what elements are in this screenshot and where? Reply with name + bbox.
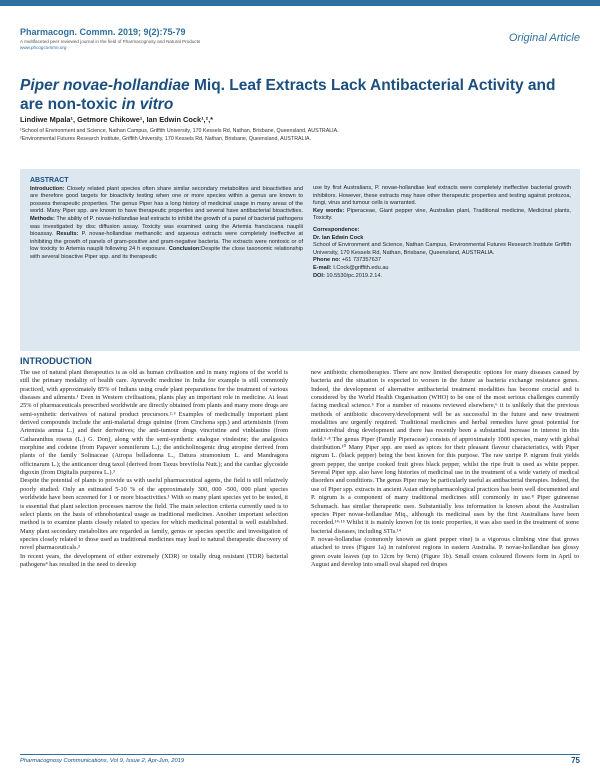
email-line xyxy=(313,265,571,273)
doi-value[interactable]: 10.5530/pc.2019.2.14. xyxy=(324,272,383,279)
title-main: Miq. Leaf Extracts Lack Antibacterial Activity and are non-toxic xyxy=(20,77,556,113)
body-paragraph: P. novae-hollandiae (commonly known as giant pepper vine) is a vigorous climbing vine that grows attached to trees (Figure 1a) in rainforest regions in eastern Australia. P. novae-hollandiae has glossy green ovate leaves (up to 12cm by 9cm) (Figure 1b). Small cream coloured flowers form in April to August and develop into small oval shaped red drupes xyxy=(311,535,579,568)
journal-url[interactable]: www.phcogcommn.org xyxy=(20,45,67,50)
intro-label: Introduction: xyxy=(30,185,65,192)
footer-divider xyxy=(20,754,580,755)
correspondence-name: Dr. Ian Edwin Cock xyxy=(313,234,364,241)
article-title xyxy=(20,76,580,114)
keywords-label: Key words: xyxy=(313,207,345,214)
abstract-left-column xyxy=(30,177,303,262)
methods-label: Methods: xyxy=(30,215,55,222)
abstract-right-column xyxy=(313,185,571,280)
introduction-heading: INTRODUCTION xyxy=(20,355,92,366)
article-type: Original Article xyxy=(508,32,580,44)
conclusion-continued: use by first Australians, P. novae-hollandiae leaf extracts were completely ineffective bacterial growth inhibitors. However, these extracts may have other therapeutic properties and testing against protozoa, fungi, virus and tumour cells is warranted. xyxy=(313,185,571,207)
abstract-heading: ABSTRACT xyxy=(30,177,69,184)
body-left-column xyxy=(20,369,288,747)
affiliation-2: ²Environmental Futures Research Institute, Griffith University, 170 Kessels Rd, Nathan, Brisbane, Queensland, AUSTRALIA. xyxy=(20,136,311,142)
conclusion-label: Conclusion: xyxy=(168,246,202,253)
title-species: Piper novae-hollandiae xyxy=(20,77,190,94)
correspondence-heading: Correspondence: xyxy=(313,226,360,233)
keywords-text: Piperaceae, Giant pepper vine, Australian plant, Traditional medicine, Medicinal plants, Toxicity. xyxy=(313,207,571,222)
journal-citation: Pharmacogn. Commn. 2019; 9(2):75-79 xyxy=(20,27,186,37)
results-label: Results: xyxy=(56,231,79,238)
methods-text: The ability of P. novae-hollandiae leaf extracts to inhibit the growth of a panel of bacterial pathogens was investigated by disc diffusion assay. Toxicity was examined using the Artemia franciscana nauplii bioassay. xyxy=(30,215,303,238)
author-list: Lindiwe Mpala¹, Getmore Chikowe¹, Ian Edwin Cock¹,²,* xyxy=(20,115,214,124)
body-paragraph: In recent years, the development of either extremely (XDR) or totally drug resistant (TDR) bacterial pathogens⁴ has resulted in the need to develop xyxy=(20,552,288,568)
phone-label: Phone no: xyxy=(313,257,341,264)
email-value[interactable]: I.Cock@griffith.edu.au xyxy=(331,264,389,271)
intro-text: Closely related plant species often share similar secondary metabolites and bioactivities and are therefore good targets for bioactivity testing when one or more species within a genus are known to possess therapeutic properties. The genus Piper has a long history of medicinal usage in many areas of the world. Many Piper spp. are known to have therapeutic properties and several have antibacterial bioactivities. xyxy=(30,185,303,215)
body-paragraph: new antibiotic chemotherapies. There are now limited therapeutic options for many diseases caused by bacteria and the situation is expected to worsen in the future as bacteria exchange resistance genes. Indeed, the development of alternative antibacterial treatment modalities has become crucial and is considered by the World Health Organisation (WHO) to be one of the most serious challenges currently facing medical science.⁵ For a number of reasons reviewed elsewhere,⁶ it is unlikely that the previous methods of antibiotic discovery/development will be as successful in the future and new treatment modalities are urgently required. Traditional medicines and herbal remedies have great potential for antimicrobial drug development and there has recently been a substantial increase in interest in this field.⁶·⁸ The genus Piper (Family Piperaceae) consists of approximately 1000 species, many with global distribution.¹⁰ Many Piper spp. are used as spices for their pleasant flavour characteristics, with Piper nigrum L. (black pepper) being the best known for this purpose. The raw unripe P. nigrum fruit yields green pepper, the unripe cooked fruit gives black pepper, whilst the ripe fruit is used as white pepper. Several Piper spp. also have long histories of medicinal use in the treatment of a wide variety of medical disorders and conditions. The genus Piper may be particularly useful as antibacterial therapies. Indeed, the use of Piper spp. extracts in ancient Asian ethnopharmacological practices has been well documented and P. nigrum is a component of many traditional medicines still commonly in use.⁸ Piper guineense Schumach. has similar therapeutic uses. Substantially less information is known about the Australian species Piper novae-hollandiae Miq., although its medicinal uses by the first Australians have been recorded.¹⁴·¹⁵ Whilst it is mainly known for its tonic properties, it was also used in the treatment of some bacterial diseases, including STIs.¹⁴ xyxy=(311,369,579,535)
results-text: P. novae-hollandiae methanolic and aqueous extracts were completely ineffective at inhibiting the growth of panels of gram-positive and gram-negative bacteria. The extracts were nontoxic or of low toxicity to Artemia nauplii following 24 h exposure. xyxy=(30,231,303,253)
page-number: 75 xyxy=(571,756,580,765)
journal-description: A multifaceted peer reviewed journal in the field of Pharmacognosy and Natural Products xyxy=(20,39,201,44)
title-suffix: in vitro xyxy=(121,96,174,113)
email-label: E-mail: xyxy=(313,264,332,271)
doi-label: DOI: xyxy=(313,272,325,279)
conclusion-text-part: Despite the close taxonomic relationship with several bioactive Piper spp. and its therapeutic xyxy=(30,246,304,260)
footer-journal: Pharmacognosy Communications, Vol 9, Issue 2, Apr-Jun, 2019 xyxy=(20,758,185,764)
top-color-bar xyxy=(0,0,600,6)
affiliation-1: ¹School of Environment and Science, Nathan Campus, Griffith University, 170 Kessels Rd, Nathan, Brisbane, Queensland, AUSTRALIA. xyxy=(20,128,339,134)
journal-subtitle xyxy=(20,39,300,51)
phone-line xyxy=(313,257,571,265)
correspondence-address: School of Environment and Science, Nathan Campus, Environmental Futures Research Institute Griffith University, 170 Kessels Rd, Nathan, Brisbane, Queensland, AUSTRALIA. xyxy=(313,242,571,256)
affiliations xyxy=(20,127,580,143)
body-paragraph: The use of natural plant therapeutics is as old as human civilisation and in many regions of the world is still the primary modality of health care. Ayurvedic medicine in India for example is still commonly practiced, with approximately 85% of Indians using crude plant preparations for the treatment of various diseases and ailments.¹ Even in Western civilisations, plants play an important role in medicine. At least 25% of pharmaceuticals prescribed worldwide are directly obtained from plants and many more drugs are semi-synthetic derivatives of natural product precursors.²·³ Examples of medicinally important plant derived compounds include the anti-malarial drugs quinine (from Cinchona spp.) and artemisinin (from Artemisia annua L.) and their derivatives; the anti-tumour drugs vincristine and vinblastine (from Catharanthus roseus (L.) G. Don), along with the semi-synthetic analogue vindesine; the analgesics morphine and codeine (from Papaver somniferum L.); the anticholinogenic drug atropine derived from plants of the family Solinaceae (Atropa belladonna L., Datura stramonium L. and Mandragora officinarum L.); the anticancer drug taxol (derived from Taxus brevifolia Nutt.); and the cardiac glycoside digoxin (from Digitalis purpurea L.).³ xyxy=(20,369,288,477)
body-paragraph: Despite the potential of plants to provide us with useful pharmaceutical agents, the field is still relatively poorly studied. Only an estimated 5-10 % of the approximately 300, 000 -500, 000 plant species worldwide have been screened for 1 or more bioactivities.¹ With so many plant species yet to be tested, it is essential that plant selection processes narrow the field. The main selection criteria currently used is to select plants on the basis of ethnobotanical usage as traditional medicines. Another important selection method is to examine plants closely related to species for which medicinal potential is well established. Many plant secondary metabolites are regarded as family, genus or species specific and investigation of species closely related to those used as traditional medicines may lead to natural therapeutic discovery of novel pharmaceuticals.³ xyxy=(20,477,288,552)
phone-value: +61 737357637 xyxy=(340,257,381,264)
doi-line xyxy=(313,273,571,281)
body-right-column xyxy=(311,369,579,747)
